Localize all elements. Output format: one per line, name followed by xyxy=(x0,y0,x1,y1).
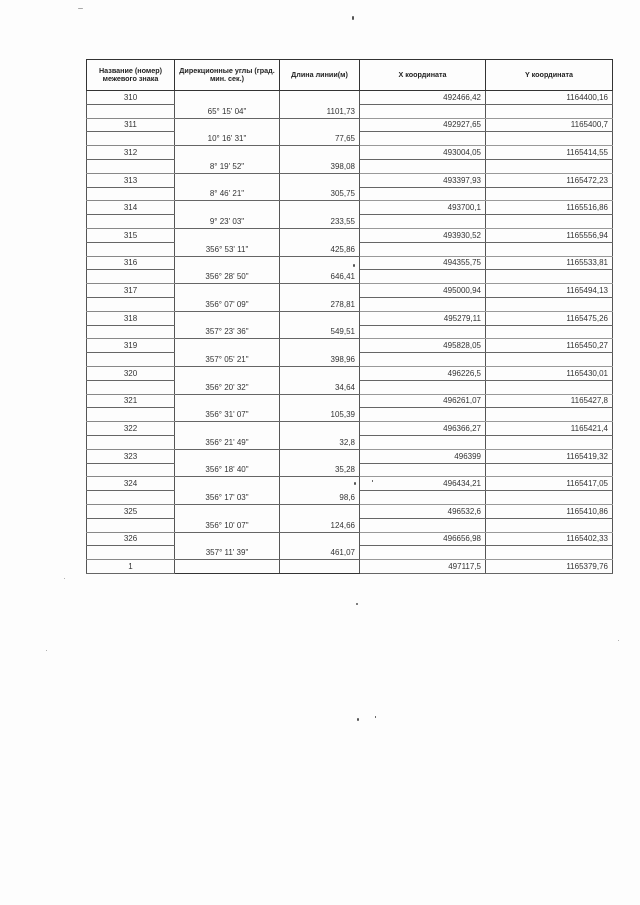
empty-cell xyxy=(360,325,486,339)
boundary-mark-cell: 322 xyxy=(87,422,175,436)
x-coordinate-cell: 497117,5 xyxy=(360,560,486,574)
table-row-point xyxy=(87,256,613,270)
empty-cell xyxy=(87,242,175,256)
empty-cell xyxy=(87,297,175,311)
empty-cell xyxy=(175,422,280,436)
boundary-mark-cell: 314 xyxy=(87,201,175,215)
boundary-mark-cell: 326 xyxy=(87,532,175,546)
scan-speck xyxy=(375,716,376,718)
empty-cell xyxy=(360,380,486,394)
empty-cell xyxy=(87,518,175,532)
scan-speck xyxy=(64,578,65,579)
direction-angle-cell: 356° 10' 07" xyxy=(175,518,280,532)
y-coordinate-cell: 1165402,33 xyxy=(486,532,613,546)
direction-angle-cell: 356° 31' 07" xyxy=(175,408,280,422)
boundary-coordinates-table xyxy=(86,59,613,574)
empty-cell xyxy=(280,118,360,132)
direction-angle-cell: 8° 19' 52" xyxy=(175,159,280,173)
empty-cell xyxy=(360,104,486,118)
scan-speck xyxy=(357,718,359,721)
table-row-segment xyxy=(87,546,613,560)
table-row-segment xyxy=(87,491,613,505)
empty-cell xyxy=(486,408,613,422)
y-coordinate-cell: 1165410,86 xyxy=(486,504,613,518)
direction-angle-cell: 357° 05' 21" xyxy=(175,353,280,367)
table-row-segment xyxy=(87,270,613,284)
empty-cell xyxy=(280,146,360,160)
scan-speck xyxy=(356,603,358,605)
x-coordinate-cell: 496532,6 xyxy=(360,504,486,518)
empty-cell xyxy=(175,173,280,187)
x-coordinate-cell: 496434,21 xyxy=(360,477,486,491)
boundary-mark-cell: 321 xyxy=(87,394,175,408)
empty-cell xyxy=(280,311,360,325)
empty-cell xyxy=(280,201,360,215)
empty-cell xyxy=(87,270,175,284)
direction-angle-cell: 356° 53' 11" xyxy=(175,242,280,256)
scan-speck xyxy=(353,264,355,267)
empty-cell xyxy=(360,546,486,560)
y-coordinate-cell: 1165494,13 xyxy=(486,284,613,298)
empty-cell xyxy=(486,215,613,229)
empty-cell xyxy=(360,297,486,311)
empty-cell xyxy=(360,215,486,229)
empty-cell xyxy=(280,256,360,270)
scan-speck xyxy=(352,16,354,20)
empty-cell xyxy=(280,228,360,242)
empty-cell xyxy=(175,394,280,408)
x-coordinate-cell: 493004,05 xyxy=(360,146,486,160)
header-angle: Дирекционные углы (град. мин. сек.) xyxy=(175,60,280,91)
empty-cell xyxy=(280,504,360,518)
x-coordinate-cell: 493397,93 xyxy=(360,173,486,187)
table-header-row xyxy=(87,60,613,91)
direction-angle-cell: 10° 16' 31" xyxy=(175,132,280,146)
direction-angle-cell: 356° 07' 09" xyxy=(175,297,280,311)
line-length-cell: 398,08 xyxy=(280,159,360,173)
empty-cell xyxy=(360,408,486,422)
empty-cell xyxy=(486,353,613,367)
table-body xyxy=(87,91,613,574)
boundary-mark-cell: 1 xyxy=(87,560,175,574)
line-length-cell: 34,64 xyxy=(280,380,360,394)
table-row-point xyxy=(87,146,613,160)
x-coordinate-cell: 496399 xyxy=(360,449,486,463)
empty-cell xyxy=(486,435,613,449)
table-row-segment xyxy=(87,104,613,118)
line-length-cell: 32,8 xyxy=(280,435,360,449)
empty-cell xyxy=(175,146,280,160)
boundary-mark-cell: 325 xyxy=(87,504,175,518)
empty-cell xyxy=(175,504,280,518)
empty-cell xyxy=(87,159,175,173)
y-coordinate-cell: 1165417,05 xyxy=(486,477,613,491)
empty-cell xyxy=(87,435,175,449)
direction-angle-cell: 357° 11' 39" xyxy=(175,546,280,560)
empty-cell xyxy=(360,435,486,449)
table-row-point xyxy=(87,560,613,574)
y-coordinate-cell: 1165421,4 xyxy=(486,422,613,436)
line-length-cell: 105,39 xyxy=(280,408,360,422)
empty-cell xyxy=(175,560,280,574)
empty-cell xyxy=(280,560,360,574)
empty-cell xyxy=(175,366,280,380)
boundary-mark-cell: 315 xyxy=(87,228,175,242)
empty-cell xyxy=(87,132,175,146)
table-row-point xyxy=(87,339,613,353)
table-row-segment xyxy=(87,159,613,173)
line-length-cell: 646,41 xyxy=(280,270,360,284)
direction-angle-cell: 356° 18' 40" xyxy=(175,463,280,477)
table-row-segment xyxy=(87,518,613,532)
empty-cell xyxy=(486,159,613,173)
y-coordinate-cell: 1165450,27 xyxy=(486,339,613,353)
table-row-point xyxy=(87,201,613,215)
x-coordinate-cell: 496656,98 xyxy=(360,532,486,546)
scan-speck xyxy=(354,482,356,485)
y-coordinate-cell: 1165533,81 xyxy=(486,256,613,270)
x-coordinate-cell: 495828,05 xyxy=(360,339,486,353)
table-row-segment xyxy=(87,380,613,394)
empty-cell xyxy=(486,518,613,532)
line-length-cell: 305,75 xyxy=(280,187,360,201)
table-row-segment xyxy=(87,297,613,311)
table-row-point xyxy=(87,449,613,463)
empty-cell xyxy=(486,297,613,311)
x-coordinate-cell: 492466,42 xyxy=(360,91,486,105)
empty-cell xyxy=(360,132,486,146)
boundary-mark-cell: 313 xyxy=(87,173,175,187)
header-y: Y координата xyxy=(486,60,613,91)
table-row-point xyxy=(87,394,613,408)
table-row-point xyxy=(87,284,613,298)
empty-cell xyxy=(280,394,360,408)
x-coordinate-cell: 495279,11 xyxy=(360,311,486,325)
line-length-cell: 278,81 xyxy=(280,297,360,311)
empty-cell xyxy=(87,546,175,560)
empty-cell xyxy=(175,201,280,215)
boundary-mark-cell: 318 xyxy=(87,311,175,325)
table-row-point xyxy=(87,91,613,105)
table-row-segment xyxy=(87,242,613,256)
empty-cell xyxy=(486,546,613,560)
table-row-point xyxy=(87,228,613,242)
boundary-mark-cell: 316 xyxy=(87,256,175,270)
empty-cell xyxy=(486,325,613,339)
table-row-segment xyxy=(87,435,613,449)
y-coordinate-cell: 1165427,8 xyxy=(486,394,613,408)
table-row-segment xyxy=(87,408,613,422)
empty-cell xyxy=(175,532,280,546)
y-coordinate-cell: 1165414,55 xyxy=(486,146,613,160)
empty-cell xyxy=(280,422,360,436)
line-length-cell: 98,6 xyxy=(280,491,360,505)
x-coordinate-cell: 496226,5 xyxy=(360,366,486,380)
x-coordinate-cell: 492927,65 xyxy=(360,118,486,132)
empty-cell xyxy=(175,228,280,242)
y-coordinate-cell: 1165400,7 xyxy=(486,118,613,132)
direction-angle-cell: 9° 23' 03" xyxy=(175,215,280,229)
scan-speck xyxy=(46,650,47,651)
line-length-cell: 398,96 xyxy=(280,353,360,367)
y-coordinate-cell: 1165379,76 xyxy=(486,560,613,574)
boundary-mark-cell: 317 xyxy=(87,284,175,298)
empty-cell xyxy=(175,118,280,132)
empty-cell xyxy=(360,353,486,367)
empty-cell xyxy=(87,187,175,201)
empty-cell xyxy=(175,256,280,270)
empty-cell xyxy=(486,104,613,118)
empty-cell xyxy=(175,449,280,463)
empty-cell xyxy=(280,477,360,491)
x-coordinate-cell: 493930,52 xyxy=(360,228,486,242)
empty-cell xyxy=(87,104,175,118)
scan-speck xyxy=(372,480,373,482)
table-row-point xyxy=(87,366,613,380)
direction-angle-cell: 356° 17' 03" xyxy=(175,491,280,505)
table-row-segment xyxy=(87,215,613,229)
y-coordinate-cell: 1165419,32 xyxy=(486,449,613,463)
x-coordinate-cell: 496366,27 xyxy=(360,422,486,436)
empty-cell xyxy=(360,518,486,532)
direction-angle-cell: 356° 28' 50" xyxy=(175,270,280,284)
empty-cell xyxy=(87,325,175,339)
empty-cell xyxy=(87,463,175,477)
line-length-cell: 549,51 xyxy=(280,325,360,339)
boundary-mark-cell: 323 xyxy=(87,449,175,463)
y-coordinate-cell: 1165430,01 xyxy=(486,366,613,380)
empty-cell xyxy=(486,270,613,284)
direction-angle-cell: 65° 15' 04" xyxy=(175,104,280,118)
empty-cell xyxy=(87,408,175,422)
table-row-segment xyxy=(87,463,613,477)
table-row-point xyxy=(87,173,613,187)
table-row-point xyxy=(87,422,613,436)
direction-angle-cell: 356° 21' 49" xyxy=(175,435,280,449)
empty-cell xyxy=(360,187,486,201)
empty-cell xyxy=(280,91,360,105)
empty-cell xyxy=(175,284,280,298)
y-coordinate-cell: 1164400,16 xyxy=(486,91,613,105)
empty-cell xyxy=(175,339,280,353)
empty-cell xyxy=(360,463,486,477)
table-row-point xyxy=(87,504,613,518)
empty-cell xyxy=(175,91,280,105)
empty-cell xyxy=(175,477,280,491)
table-row-point xyxy=(87,532,613,546)
boundary-mark-cell: 312 xyxy=(87,146,175,160)
empty-cell xyxy=(486,463,613,477)
empty-cell xyxy=(486,187,613,201)
line-length-cell: 233,55 xyxy=(280,215,360,229)
y-coordinate-cell: 1165516,86 xyxy=(486,201,613,215)
direction-angle-cell: 8° 46' 21" xyxy=(175,187,280,201)
empty-cell xyxy=(486,491,613,505)
table-row-point xyxy=(87,118,613,132)
boundary-mark-cell: 319 xyxy=(87,339,175,353)
empty-cell xyxy=(87,215,175,229)
empty-cell xyxy=(280,532,360,546)
line-length-cell: 35,28 xyxy=(280,463,360,477)
header-length: Длина линии(м) xyxy=(280,60,360,91)
line-length-cell: 124,66 xyxy=(280,518,360,532)
empty-cell xyxy=(280,173,360,187)
table-row-point xyxy=(87,311,613,325)
boundary-mark-cell: 320 xyxy=(87,366,175,380)
scan-speck xyxy=(618,640,619,641)
header-x: X координата xyxy=(360,60,486,91)
empty-cell xyxy=(360,270,486,284)
line-length-cell: 1101,73 xyxy=(280,104,360,118)
x-coordinate-cell: 493700,1 xyxy=(360,201,486,215)
empty-cell xyxy=(87,353,175,367)
line-length-cell: 461,07 xyxy=(280,546,360,560)
y-coordinate-cell: 1165556,94 xyxy=(486,228,613,242)
table-row-segment xyxy=(87,325,613,339)
line-length-cell: 425,86 xyxy=(280,242,360,256)
header-mark: Название (номер) межевого знака xyxy=(87,60,175,91)
empty-cell xyxy=(280,339,360,353)
table-row-point xyxy=(87,477,613,491)
table-row-segment xyxy=(87,132,613,146)
x-coordinate-cell: 496261,07 xyxy=(360,394,486,408)
empty-cell xyxy=(360,242,486,256)
empty-cell xyxy=(87,491,175,505)
table-row-segment xyxy=(87,187,613,201)
empty-cell xyxy=(486,242,613,256)
x-coordinate-cell: 495000,94 xyxy=(360,284,486,298)
empty-cell xyxy=(486,380,613,394)
boundary-mark-cell: 310 xyxy=(87,91,175,105)
boundary-mark-cell: 311 xyxy=(87,118,175,132)
empty-cell xyxy=(280,449,360,463)
empty-cell xyxy=(280,366,360,380)
direction-angle-cell: 356° 20' 32" xyxy=(175,380,280,394)
y-coordinate-cell: 1165472,23 xyxy=(486,173,613,187)
empty-cell xyxy=(175,311,280,325)
table-row-segment xyxy=(87,353,613,367)
x-coordinate-cell: 494355,75 xyxy=(360,256,486,270)
boundary-mark-cell: 324 xyxy=(87,477,175,491)
empty-cell xyxy=(360,491,486,505)
y-coordinate-cell: 1165475,26 xyxy=(486,311,613,325)
direction-angle-cell: 357° 23' 36" xyxy=(175,325,280,339)
line-length-cell: 77,65 xyxy=(280,132,360,146)
empty-cell xyxy=(87,380,175,394)
empty-cell xyxy=(486,132,613,146)
empty-cell xyxy=(360,159,486,173)
empty-cell xyxy=(280,284,360,298)
scan-speck xyxy=(78,8,83,9)
